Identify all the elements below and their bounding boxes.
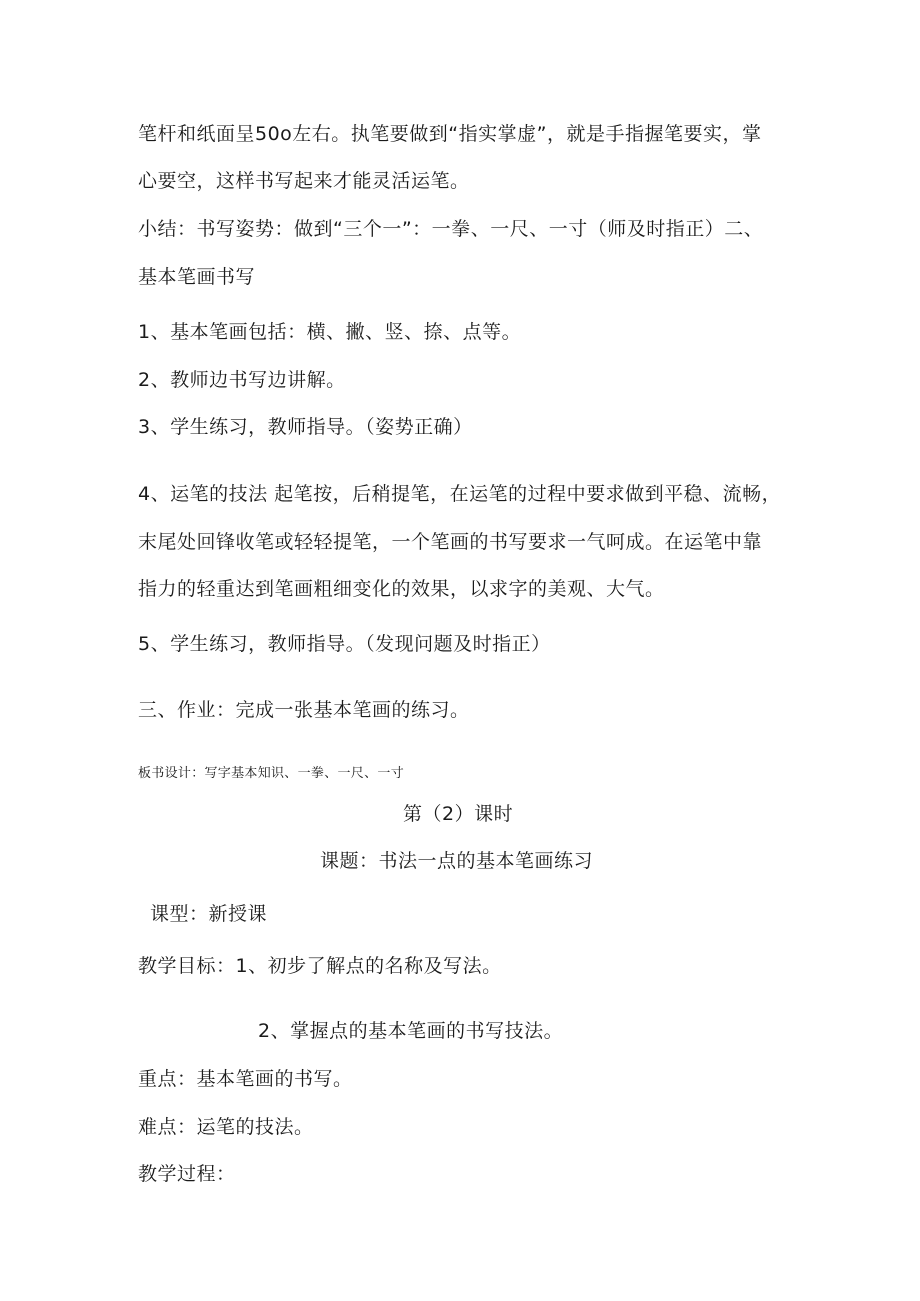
key-point: 重点：基本笔画的书写。 — [138, 1068, 353, 1090]
list-item: 4、运笔的技法 起笔按，后稍提笔，在运笔的过程中要求做到平稳、流畅， — [138, 483, 782, 505]
list-item: 1、基本笔画包括：横、撇、竖、捺、点等。 — [138, 321, 522, 343]
paragraph-line: 基本笔画书写 — [138, 266, 256, 288]
lesson-number: 第（2）课时 — [403, 803, 514, 825]
lesson-title: 课题：书法一点的基本笔画练习 — [320, 850, 594, 872]
list-item: 3、学生练习，教师指导。（姿势正确） — [138, 416, 473, 438]
section-heading: 三、作业：完成一张基本笔画的练习。 — [138, 699, 470, 721]
paragraph-line: 小结：书写姿势：做到“三个一”：一拳、一尺、一寸（师及时指正）二、 — [138, 218, 764, 240]
teaching-goal: 教学目标：1、初步了解点的名称及写法。 — [138, 955, 502, 977]
lesson-type: 课型：新授课 — [150, 903, 268, 925]
board-design-note: 板书设计：写字基本知识、一拳、一尺、一寸 — [138, 766, 405, 781]
paragraph-line: 笔杆和纸面呈50o左右。执笔要做到“指实掌虚”，就是手指握笔要实，掌 — [138, 123, 762, 145]
list-item: 2、教师边书写边讲解。 — [138, 369, 346, 391]
paragraph-line: 心要空，这样书写起来才能灵活运笔。 — [138, 170, 470, 192]
list-item: 5、学生练习，教师指导。（发现问题及时指正） — [138, 633, 551, 655]
teaching-goal: 2、掌握点的基本笔画的书写技法。 — [258, 1020, 564, 1042]
difficult-point: 难点：运笔的技法。 — [138, 1116, 314, 1138]
paragraph-line: 指力的轻重达到笔画粗细变化的效果，以求字的美观、大气。 — [138, 578, 665, 600]
teaching-process-heading: 教学过程： — [138, 1163, 236, 1185]
paragraph-line: 末尾处回锋收笔或轻轻提笔，一个笔画的书写要求一气呵成。在运笔中靠 — [138, 531, 763, 553]
